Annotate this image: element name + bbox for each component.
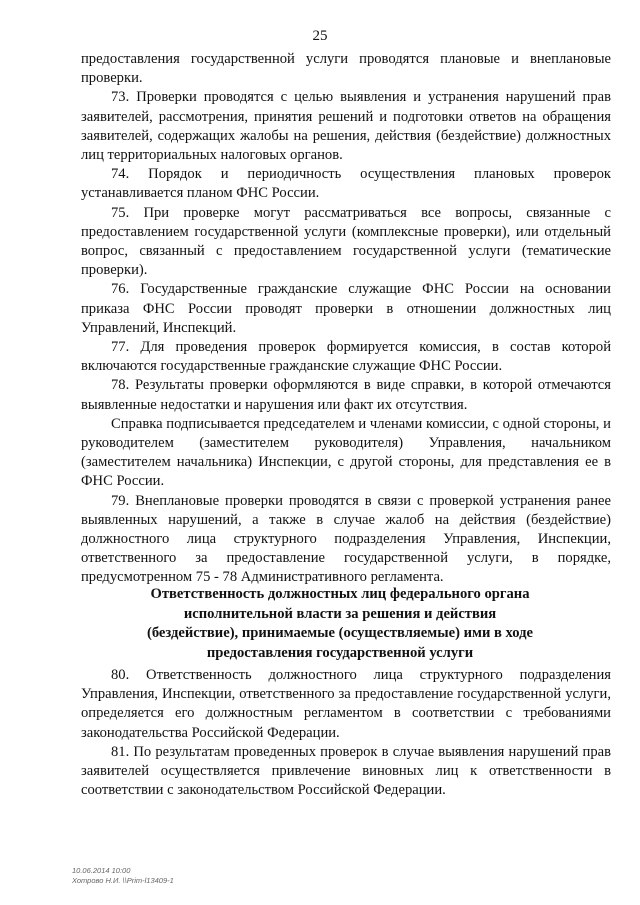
heading-line: исполнительной власти за решения и действия — [183, 605, 497, 622]
heading-line: предоставления государственной услуги — [206, 644, 474, 661]
paragraph: 77. Для проведения проверок формируется комиссия, в состав которой включаются государственные гражданские служащие ФНС России. — [81, 339, 611, 375]
page-number: 25 — [312, 28, 328, 44]
section-heading — [100, 585, 580, 663]
footer-author-path: Хотрово Н.И. \\Prim-l13409-1 — [72, 876, 174, 885]
paragraph: предоставления государственной услуги проводятся плановые и внеплановые проверки. — [81, 51, 611, 87]
footer-timestamp: 10.06.2014 10:00 — [72, 866, 131, 875]
paragraph: 79. Внеплановые проверки проводятся в связи с проверкой устранения ранее выявленных нарушений, а также в случае жалоб на действия (бездействие) должностного лица структурного подразделения Управления, Инспекции, ответственного за предоставление государственной услуги, в порядке, предусмотренном 75 - 78 Административного регламента. — [81, 492, 611, 586]
paragraph: 80. Ответственность должностного лица структурного подразделения Управления, Инспекции, ответственного за предоставление государственной услуги, определяется его должностным регламентом в соответствии с требованиями законодательства Российской Федерации. — [81, 667, 611, 741]
paragraph: 81. По результатам проведенных проверок в случае выявления нарушений прав заявителей осуществляется привлечение виновных лиц к ответственности в соответствии с законодательством Российской Федерации. — [81, 743, 611, 799]
paragraph: 75. При проверке могут рассматриваться все вопросы, связанные с предоставлением государственной услуги (комплексные проверки), или отдельный вопрос, связанный с предоставлением государственной услуги (тематические проверки). — [81, 204, 611, 279]
paragraph: 73. Проверки проводятся с целью выявления и устранения нарушений прав заявителей, рассмотрения, принятия решений и подготовки ответов на обращения заявителей, содержащих жалобы на решения, действия (бездействие) должностных лиц территориальных налоговых органов. — [81, 89, 611, 164]
paragraph: 76. Государственные гражданские служащие ФНС России на основании приказа ФНС России проводят проверки в отношении должностных лиц Управлений, Инспекций. — [81, 281, 611, 336]
footer-stamp — [72, 866, 174, 886]
paragraph: 74. Порядок и периодичность осуществления плановых проверок устанавливается планом ФНС России. — [81, 166, 611, 202]
heading-line: (бездействие), принимаемые (осуществляемые) ими в ходе — [146, 625, 534, 641]
paragraph: Справка подписывается председателем и членами комиссии, с одной стороны, и руководителем (заместителем руководителя) Управления, начальником (заместителем начальника) Инспекции, с другой стороны, для представления ее в ФНС России. — [81, 415, 611, 490]
heading-line: Ответственность должностных лиц федерального органа — [150, 586, 530, 602]
paragraph: 78. Результаты проверки оформляются в виде справки, в которой отмечаются выявленные недостатки и нарушения или факт их отсутствия. — [81, 377, 611, 413]
body-text-lower — [81, 666, 611, 800]
body-text-upper — [81, 50, 611, 588]
